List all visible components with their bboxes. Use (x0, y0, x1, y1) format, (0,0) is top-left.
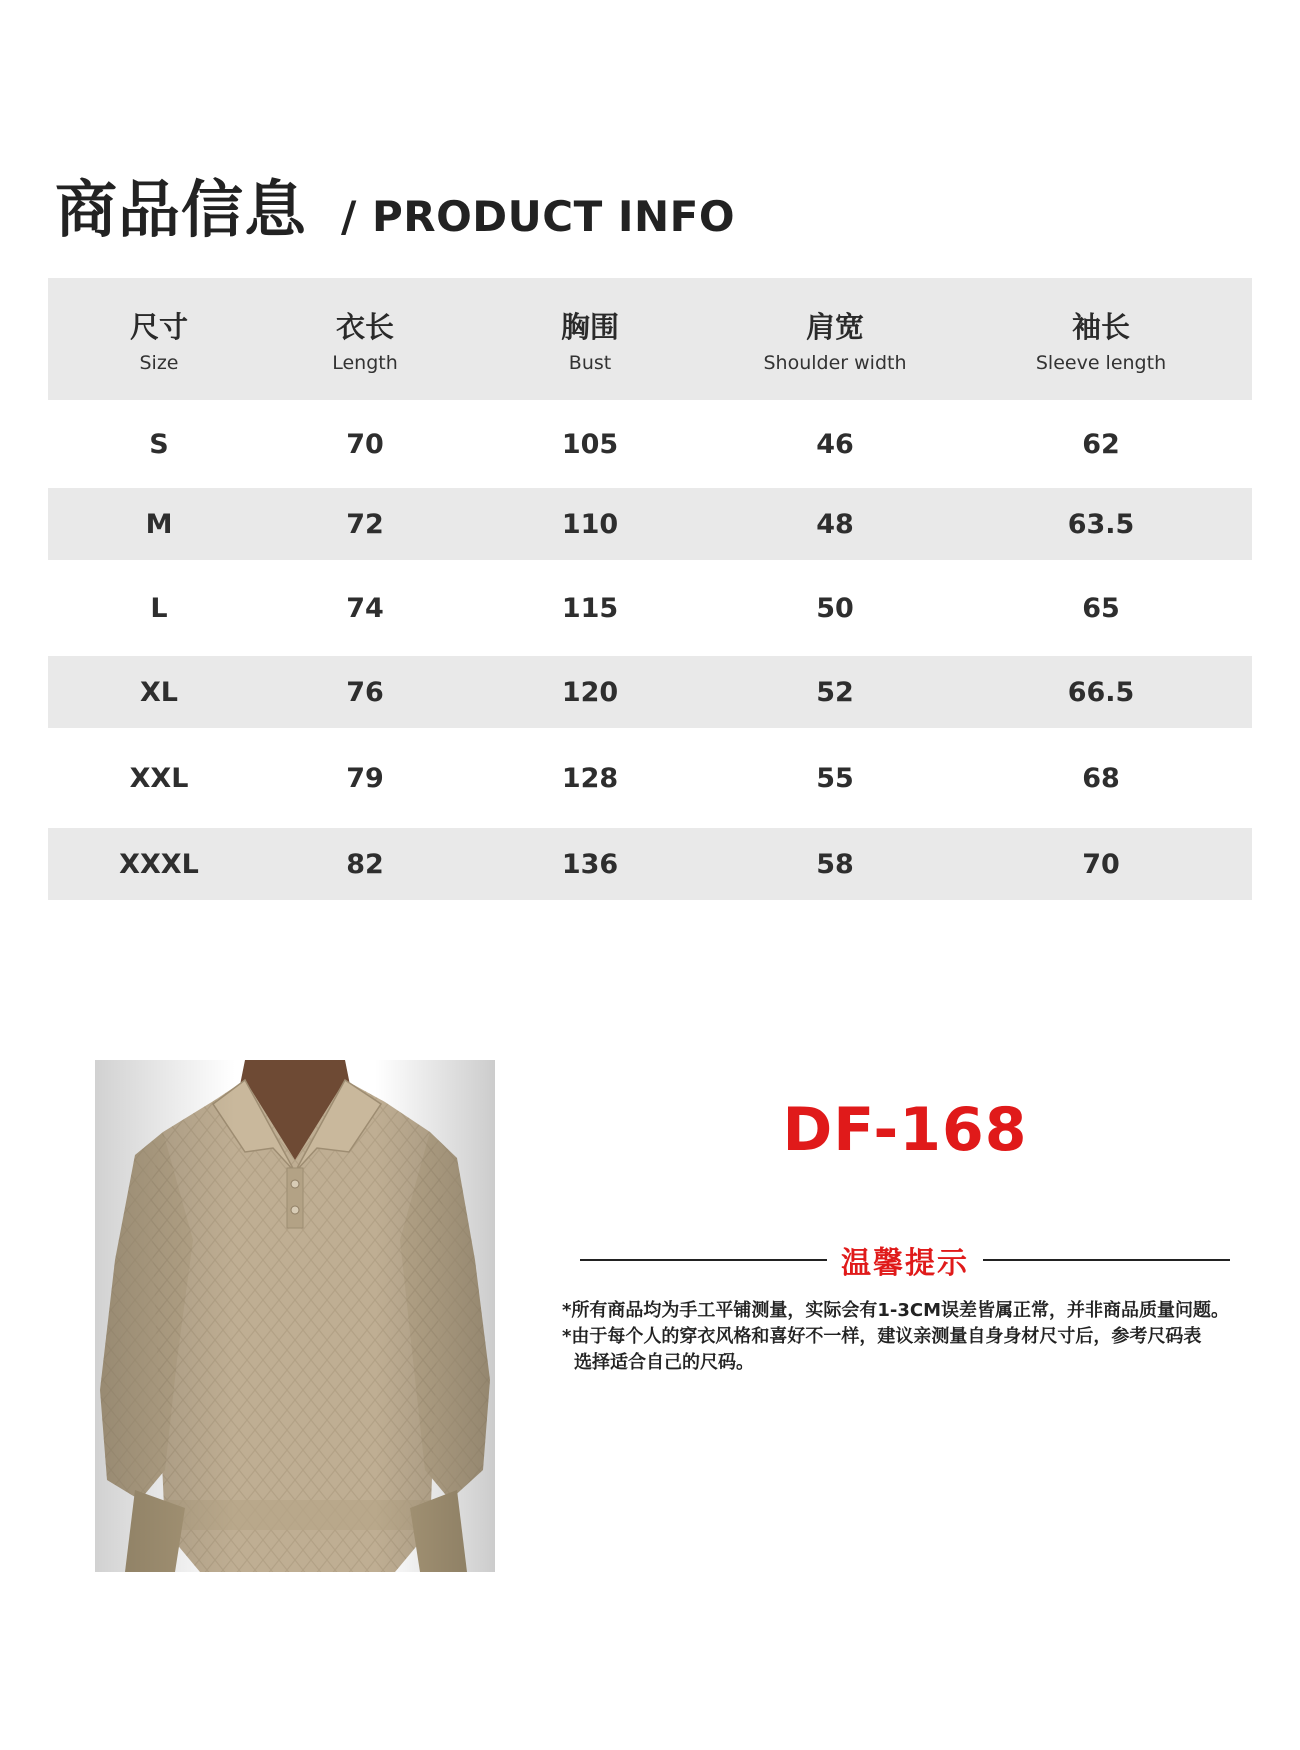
cell-bust: 110 (561, 508, 619, 540)
cell-sleeve: 65 (1082, 592, 1120, 624)
tips-body (562, 1298, 1262, 1376)
cell-size: XXL (129, 762, 189, 794)
cell-bust: 115 (561, 592, 619, 624)
tip-line: 选择适合自己的尺码。 (574, 1352, 754, 1373)
col-header-cn: 尺寸 (129, 309, 188, 344)
table-row (48, 488, 1252, 560)
col-header-cn: 衣长 (335, 309, 394, 344)
cell-length: 79 (346, 762, 384, 794)
title-english: / PRODUCT INFO (341, 192, 736, 241)
page-title (55, 160, 736, 246)
cell-size: XL (139, 676, 179, 708)
cell-size: M (145, 508, 173, 540)
cell-shoulder: 46 (816, 428, 854, 460)
col-header-en: Length (332, 351, 398, 374)
tips-heading-label: 温馨提示 (841, 1246, 969, 1281)
cell-length: 72 (346, 508, 384, 540)
tip-line: *所有商品均为手工平铺测量，实际会有1-3CM误差皆属正常，并非商品质量问题。 (562, 1300, 1230, 1321)
col-header-en: Sleeve length (1035, 351, 1167, 374)
cell-size: L (150, 592, 168, 624)
col-header-sleeve (950, 278, 1252, 400)
col-header-bust (460, 278, 720, 400)
tip-line: *由于每个人的穿衣风格和喜好不一样，建议亲测量自身身材尺寸后，参考尺码表 (562, 1326, 1202, 1347)
col-header-en: Shoulder width (763, 351, 907, 374)
col-header-cn: 肩宽 (805, 309, 864, 344)
cell-bust: 120 (561, 676, 619, 708)
tips-heading (580, 1240, 1230, 1280)
divider-line-right (983, 1259, 1230, 1261)
cell-bust: 128 (561, 762, 619, 794)
cell-length: 76 (346, 676, 384, 708)
cell-length: 82 (346, 848, 384, 880)
model-code: DF-168 (782, 1095, 1028, 1165)
col-header-en: Size (139, 351, 179, 374)
cell-sleeve: 70 (1082, 848, 1120, 880)
table-row (48, 828, 1252, 900)
cell-sleeve: 62 (1082, 428, 1120, 460)
title-chinese: 商品信息 (55, 173, 308, 246)
cell-size: S (149, 428, 169, 460)
cell-bust: 105 (561, 428, 619, 460)
table-row (48, 560, 1252, 656)
cell-shoulder: 48 (816, 508, 854, 540)
cell-shoulder: 55 (816, 762, 854, 794)
col-header-cn: 胸围 (560, 309, 619, 344)
table-row (48, 728, 1252, 828)
table-row (48, 656, 1252, 728)
cell-shoulder: 58 (816, 848, 854, 880)
cell-bust: 136 (561, 848, 619, 880)
cell-shoulder: 52 (816, 676, 854, 708)
cell-shoulder: 50 (816, 592, 854, 624)
col-header-length (270, 278, 460, 400)
divider-line-left (580, 1259, 827, 1261)
size-chart-table (48, 278, 1252, 900)
cell-length: 70 (346, 428, 384, 460)
product-photo (95, 1060, 495, 1572)
cell-length: 74 (346, 592, 384, 624)
col-header-cn: 袖长 (1071, 309, 1130, 344)
col-header-shoulder (720, 278, 950, 400)
cell-sleeve: 66.5 (1067, 676, 1135, 708)
cell-size: XXXL (119, 848, 199, 880)
cell-sleeve: 68 (1082, 762, 1120, 794)
cell-sleeve: 63.5 (1067, 508, 1135, 540)
table-row (48, 400, 1252, 488)
col-header-en: Bust (568, 351, 612, 374)
table-header-row (48, 278, 1252, 400)
col-header-size (48, 278, 270, 400)
